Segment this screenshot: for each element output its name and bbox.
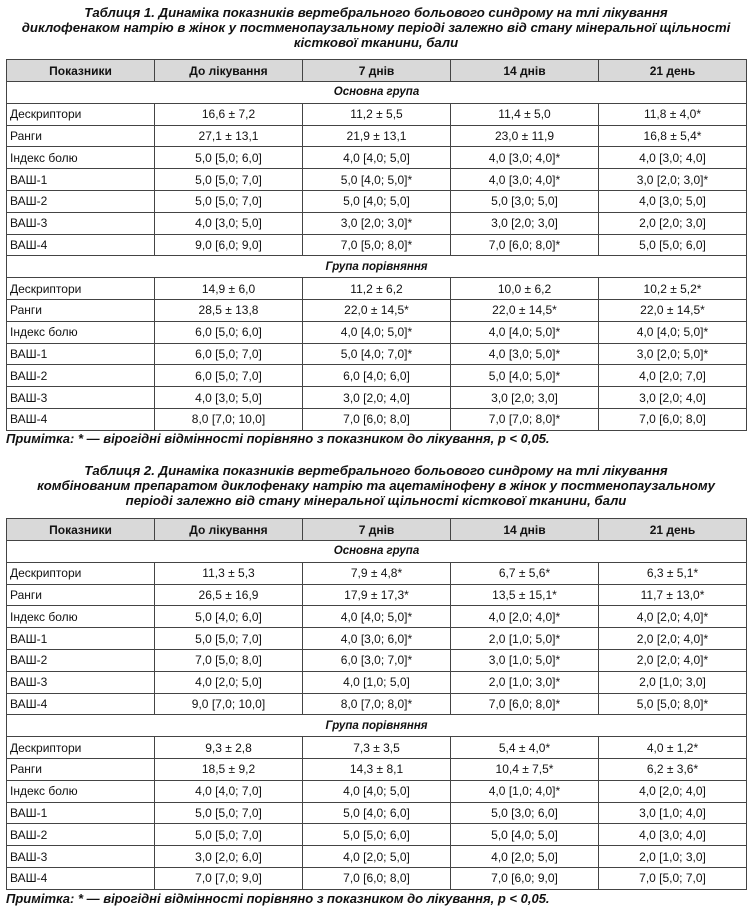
table-cell: 26,5 ± 16,9 — [155, 584, 303, 606]
column-header: Показники — [7, 60, 155, 82]
table-cell: 11,7 ± 13,0* — [599, 584, 747, 606]
table-cell: 3,0 [2,0; 5,0]* — [599, 343, 747, 365]
table-cell: 7,3 ± 3,5 — [303, 737, 451, 759]
table-cell: 4,0 [2,0; 4,0]* — [599, 606, 747, 628]
row-label: ВАШ-4 — [7, 867, 155, 889]
row-label: Дескриптори — [7, 278, 155, 300]
table-row — [7, 606, 747, 628]
table-cell: 4,0 [4,0; 5,0]* — [303, 606, 451, 628]
column-header: 7 днів — [303, 519, 451, 541]
table-cell: 4,0 [3,0; 4,0] — [599, 147, 747, 169]
table-cell: 10,0 ± 6,2 — [451, 278, 599, 300]
table1-caption-line: Таблиця 1. Динаміка показників вертебрального больового синдрому на тлі лікування — [84, 5, 668, 20]
table-cell: 4,0 [2,0; 4,0]* — [451, 606, 599, 628]
table-cell: 4,0 [3,0; 6,0]* — [303, 628, 451, 650]
table-cell: 6,0 [4,0; 6,0] — [303, 365, 451, 387]
table-cell: 11,2 ± 5,5 — [303, 103, 451, 125]
column-header: До лікування — [155, 519, 303, 541]
table-cell: 8,0 [7,0; 10,0] — [155, 408, 303, 430]
table-cell: 3,0 [2,0; 3,0] — [451, 212, 599, 234]
table-cell: 8,0 [7,0; 8,0]* — [303, 693, 451, 715]
table-cell: 4,0 [1,0; 4,0]* — [451, 780, 599, 802]
row-label: ВАШ-3 — [7, 846, 155, 868]
table-cell: 13,5 ± 15,1* — [451, 584, 599, 606]
table2-caption-line: Таблиця 2. Динаміка показників вертебрального больового синдрому на тлі лікування — [84, 463, 668, 478]
table-cell: 4,0 ± 1,2* — [599, 737, 747, 759]
table-cell: 7,0 [5,0; 8,0] — [155, 649, 303, 671]
table1-caption-line: диклофенаком натрію в жінок у постменопаузальному періоді залежно від стану мінеральної щільності — [21, 20, 731, 35]
table-row — [7, 562, 747, 584]
table-cell: 4,0 [4,0; 5,0] — [303, 780, 451, 802]
row-label: Ранги — [7, 584, 155, 606]
table-row — [7, 365, 747, 387]
table-cell: 6,3 ± 5,1* — [599, 562, 747, 584]
row-label: ВАШ-4 — [7, 234, 155, 256]
table-cell: 4,0 [4,0; 7,0] — [155, 780, 303, 802]
table-cell: 23,0 ± 11,9 — [451, 125, 599, 147]
table-row — [7, 125, 747, 147]
table1-note: Примітка: * — вірогідні відмінності порівняно з показником до лікування, р < 0,05. — [6, 431, 550, 446]
row-label: Ранги — [7, 758, 155, 780]
table-cell: 5,4 ± 4,0* — [451, 737, 599, 759]
table-cell: 5,0 [5,0; 7,0] — [155, 824, 303, 846]
table-cell: 4,0 [3,0; 5,0] — [155, 212, 303, 234]
table2-caption-line: комбінованим препаратом диклофенаку натрію та ацетамінофену в жінок у постменопаузальному — [37, 478, 715, 493]
table-cell: 2,0 [1,0; 5,0]* — [451, 628, 599, 650]
table-cell: 7,0 [7,0; 9,0] — [155, 867, 303, 889]
table-row — [7, 299, 747, 321]
table-cell: 4,0 [4,0; 5,0]* — [599, 321, 747, 343]
table-cell: 4,0 [2,0; 5,0] — [451, 846, 599, 868]
row-label: ВАШ-3 — [7, 212, 155, 234]
table-cell: 17,9 ± 17,3* — [303, 584, 451, 606]
table-cell: 16,6 ± 7,2 — [155, 103, 303, 125]
table-cell: 11,4 ± 5,0 — [451, 103, 599, 125]
table-cell: 2,0 [2,0; 3,0] — [599, 212, 747, 234]
table-cell: 7,0 [5,0; 8,0]* — [303, 234, 451, 256]
header-row — [7, 60, 747, 82]
table-cell: 5,0 [4,0; 5,0] — [303, 190, 451, 212]
table-cell: 7,9 ± 4,8* — [303, 562, 451, 584]
table-cell: 3,0 [2,0; 3,0]* — [599, 169, 747, 191]
group-row — [7, 82, 747, 104]
table-row — [7, 343, 747, 365]
table-cell: 9,0 [6,0; 9,0] — [155, 234, 303, 256]
table2-caption — [0, 463, 752, 508]
table-cell: 22,0 ± 14,5* — [599, 299, 747, 321]
table-row — [7, 584, 747, 606]
table-cell: 4,0 [3,0; 5,0] — [599, 190, 747, 212]
table-cell: 5,0 [3,0; 6,0] — [451, 802, 599, 824]
column-header: 7 днів — [303, 60, 451, 82]
row-label: ВАШ-1 — [7, 802, 155, 824]
table-cell: 27,1 ± 13,1 — [155, 125, 303, 147]
table-cell: 6,0 [5,0; 6,0] — [155, 321, 303, 343]
table-cell: 5,0 [5,0; 8,0]* — [599, 693, 747, 715]
table-cell: 7,0 [6,0; 8,0] — [599, 408, 747, 430]
table-cell: 4,0 [2,0; 7,0] — [599, 365, 747, 387]
table-cell: 10,2 ± 5,2* — [599, 278, 747, 300]
table1 — [6, 59, 747, 431]
table-row — [7, 693, 747, 715]
table-cell: 7,0 [7,0; 8,0]* — [451, 408, 599, 430]
table-cell: 6,0 [3,0; 7,0]* — [303, 649, 451, 671]
table-cell: 11,8 ± 4,0* — [599, 103, 747, 125]
table-cell: 28,5 ± 13,8 — [155, 299, 303, 321]
table-cell: 5,0 [5,0; 6,0] — [155, 147, 303, 169]
table-cell: 2,0 [1,0; 3,0]* — [451, 671, 599, 693]
table-cell: 14,3 ± 8,1 — [303, 758, 451, 780]
table-cell: 18,5 ± 9,2 — [155, 758, 303, 780]
table-cell: 14,9 ± 6,0 — [155, 278, 303, 300]
column-header: 21 день — [599, 519, 747, 541]
table-row — [7, 867, 747, 889]
table-cell: 4,0 [4,0; 5,0] — [303, 147, 451, 169]
table-row — [7, 408, 747, 430]
table-row — [7, 103, 747, 125]
table-row — [7, 278, 747, 300]
table-cell: 22,0 ± 14,5* — [303, 299, 451, 321]
table-cell: 5,0 [4,0; 6,0] — [303, 802, 451, 824]
table-cell: 4,0 [2,0; 5,0] — [155, 671, 303, 693]
table-cell: 4,0 [3,0; 5,0] — [155, 387, 303, 409]
table-cell: 5,0 [4,0; 5,0] — [451, 824, 599, 846]
row-label: Дескриптори — [7, 562, 155, 584]
group-row — [7, 541, 747, 563]
group-title: Основна група — [7, 82, 747, 104]
table-cell: 5,0 [5,0; 7,0] — [155, 628, 303, 650]
row-label: ВАШ-2 — [7, 649, 155, 671]
table-cell: 3,0 [1,0; 4,0] — [599, 802, 747, 824]
table-cell: 4,0 [4,0; 5,0]* — [451, 321, 599, 343]
row-label: Ранги — [7, 125, 155, 147]
table-cell: 7,0 [6,0; 8,0]* — [451, 693, 599, 715]
table-row — [7, 212, 747, 234]
table1-caption-line: кісткової тканини, бали — [293, 35, 459, 50]
table-cell: 5,0 [4,0; 6,0] — [155, 606, 303, 628]
row-label: ВАШ-4 — [7, 408, 155, 430]
table-cell: 5,0 [4,0; 7,0]* — [303, 343, 451, 365]
column-header: 14 днів — [451, 519, 599, 541]
table-cell: 4,0 [3,0; 5,0]* — [451, 343, 599, 365]
table-cell: 7,0 [6,0; 9,0] — [451, 867, 599, 889]
table-cell: 2,0 [1,0; 3,0] — [599, 671, 747, 693]
row-label: ВАШ-1 — [7, 169, 155, 191]
table-cell: 6,0 [5,0; 7,0] — [155, 365, 303, 387]
row-label: Індекс болю — [7, 147, 155, 169]
table-cell: 7,0 [6,0; 8,0] — [303, 867, 451, 889]
row-label: ВАШ-4 — [7, 693, 155, 715]
row-label: ВАШ-2 — [7, 190, 155, 212]
row-label: ВАШ-1 — [7, 628, 155, 650]
group-row — [7, 256, 747, 278]
column-header: 14 днів — [451, 60, 599, 82]
table-row — [7, 190, 747, 212]
table-cell: 10,4 ± 7,5* — [451, 758, 599, 780]
table-cell: 9,3 ± 2,8 — [155, 737, 303, 759]
table-cell: 6,2 ± 3,6* — [599, 758, 747, 780]
table-cell: 5,0 [5,0; 7,0] — [155, 169, 303, 191]
row-label: Дескриптори — [7, 103, 155, 125]
table-cell: 3,0 [2,0; 4,0] — [303, 387, 451, 409]
table-cell: 4,0 [3,0; 4,0]* — [451, 169, 599, 191]
table-cell: 7,0 [6,0; 8,0] — [303, 408, 451, 430]
row-label: ВАШ-3 — [7, 387, 155, 409]
row-label: ВАШ-2 — [7, 365, 155, 387]
group-title: Група порівняння — [7, 715, 747, 737]
table-cell: 5,0 [4,0; 5,0]* — [451, 365, 599, 387]
table-cell: 2,0 [1,0; 3,0] — [599, 846, 747, 868]
table2 — [6, 518, 747, 890]
table-row — [7, 169, 747, 191]
table-row — [7, 321, 747, 343]
table-cell: 22,0 ± 14,5* — [451, 299, 599, 321]
table-cell: 2,0 [2,0; 4,0]* — [599, 628, 747, 650]
group-row — [7, 715, 747, 737]
table-cell: 4,0 [3,0; 4,0] — [599, 824, 747, 846]
table-cell: 3,0 [2,0; 6,0] — [155, 846, 303, 868]
table-cell: 5,0 [5,0; 6,0] — [599, 234, 747, 256]
header-row — [7, 519, 747, 541]
table-row — [7, 824, 747, 846]
table-cell: 5,0 [4,0; 5,0]* — [303, 169, 451, 191]
table-cell: 3,0 [2,0; 3,0]* — [303, 212, 451, 234]
table-cell: 3,0 [1,0; 5,0]* — [451, 649, 599, 671]
table-cell: 6,0 [5,0; 7,0] — [155, 343, 303, 365]
table-row — [7, 846, 747, 868]
table-cell: 5,0 [5,0; 7,0] — [155, 802, 303, 824]
table1-caption — [0, 5, 752, 50]
row-label: Індекс болю — [7, 780, 155, 802]
table-cell: 9,0 [7,0; 10,0] — [155, 693, 303, 715]
table-cell: 7,0 [6,0; 8,0]* — [451, 234, 599, 256]
group-title: Основна група — [7, 541, 747, 563]
table-cell: 5,0 [3,0; 5,0] — [451, 190, 599, 212]
table-cell: 4,0 [3,0; 4,0]* — [451, 147, 599, 169]
row-label: ВАШ-3 — [7, 671, 155, 693]
table-cell: 2,0 [2,0; 4,0]* — [599, 649, 747, 671]
table-row — [7, 147, 747, 169]
group-title: Група порівняння — [7, 256, 747, 278]
column-header: Показники — [7, 519, 155, 541]
table-cell: 11,2 ± 6,2 — [303, 278, 451, 300]
table-row — [7, 758, 747, 780]
table-cell: 4,0 [1,0; 5,0] — [303, 671, 451, 693]
table-cell: 4,0 [2,0; 4,0] — [599, 780, 747, 802]
table-row — [7, 780, 747, 802]
table-row — [7, 802, 747, 824]
row-label: Індекс болю — [7, 606, 155, 628]
row-label: Ранги — [7, 299, 155, 321]
table-row — [7, 671, 747, 693]
table-cell: 21,9 ± 13,1 — [303, 125, 451, 147]
row-label: Індекс болю — [7, 321, 155, 343]
table-cell: 5,0 [5,0; 7,0] — [155, 190, 303, 212]
table-row — [7, 234, 747, 256]
row-label: ВАШ-2 — [7, 824, 155, 846]
row-label: ВАШ-1 — [7, 343, 155, 365]
table-cell: 7,0 [5,0; 7,0] — [599, 867, 747, 889]
table-cell: 16,8 ± 5,4* — [599, 125, 747, 147]
table2-note: Примітка: * — вірогідні відмінності порівняно з показником до лікування, р < 0,05. — [6, 891, 550, 906]
table-cell: 11,3 ± 5,3 — [155, 562, 303, 584]
column-header: До лікування — [155, 60, 303, 82]
row-label: Дескриптори — [7, 737, 155, 759]
table-row — [7, 737, 747, 759]
table-cell: 6,7 ± 5,6* — [451, 562, 599, 584]
table-cell: 5,0 [5,0; 6,0] — [303, 824, 451, 846]
table-cell: 4,0 [4,0; 5,0]* — [303, 321, 451, 343]
table-row — [7, 649, 747, 671]
table-cell: 3,0 [2,0; 3,0] — [451, 387, 599, 409]
table-row — [7, 387, 747, 409]
column-header: 21 день — [599, 60, 747, 82]
table-row — [7, 628, 747, 650]
table-cell: 3,0 [2,0; 4,0] — [599, 387, 747, 409]
table2-caption-line: періоді залежно від стану мінеральної щільності кісткової тканини, бали — [125, 493, 627, 508]
table-cell: 4,0 [2,0; 5,0] — [303, 846, 451, 868]
